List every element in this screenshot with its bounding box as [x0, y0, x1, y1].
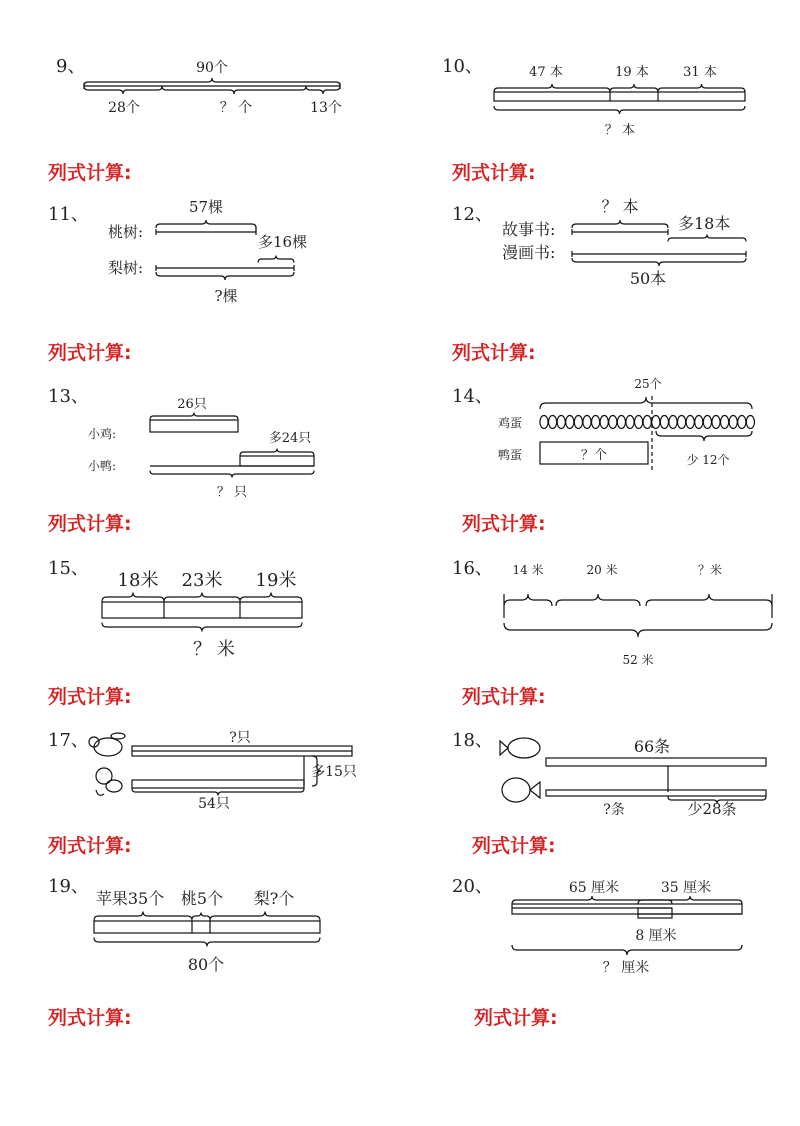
part-label: 18米 [117, 570, 159, 591]
egg-mark [617, 416, 625, 429]
egg-mark [721, 416, 729, 429]
difference-brace [240, 449, 314, 456]
bar-rect [240, 456, 314, 466]
part-label: 35 厘米 [660, 880, 712, 896]
part-label: 苹果35个 [95, 889, 165, 908]
total-brace [156, 272, 294, 280]
rabbit-icon [111, 733, 125, 739]
part-brace [504, 594, 552, 606]
total-label: ？ 米 [193, 639, 235, 660]
bar-rect [132, 780, 304, 788]
row1-brace [156, 220, 256, 228]
row2-label: 梨树: [108, 259, 144, 277]
part-label: 梨?个 [253, 889, 295, 908]
egg-mark [729, 416, 737, 429]
bar-rect [494, 92, 745, 101]
part-label: 31 本 [683, 65, 717, 80]
difference-label: 少28条 [687, 800, 737, 818]
problem-number: 19、 [48, 876, 89, 897]
row1-value: 57棵 [188, 198, 224, 216]
total-brace [540, 397, 752, 409]
bar-rect [94, 921, 320, 933]
total-brace [84, 78, 340, 86]
row1-value: 66条 [633, 737, 671, 756]
problem-10 [442, 56, 745, 184]
answer-label: 列式计算: [452, 162, 536, 184]
total-brace [572, 258, 746, 266]
part-brace [210, 912, 320, 921]
part-label: 13个 [310, 100, 342, 116]
part-brace [658, 84, 745, 92]
row2-value: 54只 [198, 796, 230, 812]
monkey-icon [106, 780, 122, 792]
part-label: 19米 [255, 570, 297, 591]
problem-20 [452, 876, 742, 1029]
total-label: ？ 厘米 [602, 960, 650, 976]
answer-label: 列式计算: [452, 342, 536, 364]
row1-label: 故事书: [502, 220, 556, 239]
egg-mark [549, 416, 557, 429]
problem-15 [48, 558, 302, 708]
answer-label: 列式计算: [48, 342, 132, 364]
total-label: ？ 本 [604, 123, 636, 138]
angelfish-icon [502, 778, 530, 802]
bar-rect [102, 602, 302, 618]
problem-19 [48, 876, 320, 1029]
total-label: 80个 [187, 955, 225, 974]
difference-label: 多15只 [311, 764, 357, 780]
bar-rect [512, 904, 742, 914]
part-label: 桃5个 [180, 889, 224, 908]
answer-label: 列式计算: [48, 162, 132, 184]
part-label: 47 本 [529, 65, 563, 80]
difference-label: 多16棵 [258, 233, 308, 251]
part-label: ？ 个 [219, 100, 253, 116]
egg-mark [583, 416, 591, 429]
problem-13 [48, 386, 314, 535]
part-brace [192, 913, 210, 920]
part-brace [306, 86, 340, 94]
bar-rect [150, 420, 238, 432]
answer-label: 列式计算: [48, 835, 132, 857]
total-label: 25个 [634, 377, 662, 391]
problem-18 [452, 730, 766, 857]
bar-rect [546, 790, 766, 796]
part-label: ？米 [697, 563, 723, 577]
part-brace [638, 896, 742, 904]
egg-mark [635, 416, 643, 429]
egg-mark [592, 416, 600, 429]
row1-value: ？ 本 [601, 197, 639, 216]
total-brace [512, 945, 742, 955]
problem-number: 16、 [452, 558, 493, 579]
part-label: 28个 [108, 100, 140, 116]
problem-number: 9、 [56, 56, 86, 77]
part-label: 14 米 [512, 563, 544, 577]
problem-11 [48, 198, 307, 364]
answer-label: 列式计算: [472, 835, 556, 857]
row1-brace [572, 220, 668, 228]
difference-label: 少 12个 [686, 453, 730, 467]
box-label: ？个 [580, 448, 608, 463]
egg-mark [712, 416, 720, 429]
row1-brace [150, 413, 238, 420]
egg-mark [738, 416, 746, 429]
egg-mark [652, 416, 660, 429]
problem-14 [452, 377, 755, 535]
overlap-rect [638, 908, 672, 918]
part-brace [84, 86, 162, 94]
fish-icon [500, 741, 508, 755]
row2-value: ?条 [603, 802, 625, 818]
part-label: 20 米 [586, 563, 618, 577]
egg-mark [609, 416, 617, 429]
part-label: 65 厘米 [568, 880, 620, 896]
angelfish-icon [530, 782, 540, 798]
egg-mark [686, 416, 694, 429]
part-brace [610, 84, 658, 92]
problem-number: 20、 [452, 876, 493, 897]
answer-label: 列式计算: [48, 1007, 132, 1029]
total-brace [132, 789, 304, 796]
problem-number: 10、 [442, 56, 483, 77]
row1-label: 鸡蛋 [498, 416, 523, 430]
egg-mark [660, 416, 668, 429]
difference-brace [668, 235, 746, 242]
egg-mark [669, 416, 677, 429]
monkey-icon [96, 790, 104, 795]
part-brace [162, 86, 306, 94]
egg-mark [695, 416, 703, 429]
egg-mark [600, 416, 608, 429]
bar-rect [546, 758, 766, 766]
answer-label: 列式计算: [48, 513, 132, 535]
egg-mark [703, 416, 711, 429]
problem-12 [452, 197, 746, 364]
difference-label: 多24只 [268, 431, 312, 446]
total-brace [504, 623, 772, 637]
problem-17 [48, 730, 357, 857]
row2-label: 鸭蛋 [498, 448, 523, 462]
rabbit-icon [94, 738, 122, 756]
egg-mark [678, 416, 686, 429]
egg-mark [746, 416, 754, 429]
problem-9 [48, 56, 342, 184]
overlap-label: 8 厘米 [635, 928, 677, 944]
problem-16 [452, 558, 772, 708]
problem-number: 11、 [48, 204, 89, 225]
row1-label: 桃树: [108, 223, 144, 241]
difference-brace [258, 256, 294, 263]
row1-label: 小鸡: [88, 427, 117, 441]
total-label: 90个 [196, 60, 228, 76]
egg-mark [626, 416, 634, 429]
difference-brace [656, 431, 752, 441]
part-brace [240, 593, 302, 602]
part-brace [102, 593, 164, 602]
row1-value: ?只 [229, 730, 251, 746]
egg-mark [557, 416, 565, 429]
answer-label: 列式计算: [462, 513, 546, 535]
problem-number: 18、 [452, 730, 493, 751]
part-brace [494, 84, 610, 92]
part-brace [646, 594, 772, 606]
part-label: 23米 [181, 570, 223, 591]
total-label: 50本 [629, 269, 667, 288]
total-brace [94, 938, 320, 947]
answer-label: 列式计算: [474, 1007, 558, 1029]
egg-mark [643, 416, 651, 429]
problem-number: 12、 [452, 204, 493, 225]
problem-number: 15、 [48, 558, 89, 579]
part-brace [164, 593, 240, 602]
row2-label: 小鸭: [88, 459, 117, 473]
row2-label: 漫画书: [502, 243, 556, 262]
part-brace [94, 912, 192, 921]
total-brace [102, 623, 302, 632]
part-brace [556, 594, 640, 606]
answer-label: 列式计算: [48, 686, 132, 708]
total-brace [150, 471, 314, 478]
answer-label: 列式计算: [462, 686, 546, 708]
egg-mark [540, 416, 548, 429]
difference-label: 多18本 [678, 214, 731, 233]
egg-mark [566, 416, 574, 429]
problem-number: 13、 [48, 386, 89, 407]
total-label: ?棵 [214, 287, 238, 305]
fish-icon [508, 738, 540, 758]
problem-number: 14、 [452, 386, 493, 407]
total-label: 52 米 [622, 653, 654, 667]
part-label: 19 本 [615, 65, 649, 80]
row1-value: 26只 [177, 397, 207, 412]
egg-mark [574, 416, 582, 429]
total-label: ？ 只 [216, 485, 248, 500]
total-brace [494, 106, 745, 114]
problem-number: 17、 [48, 730, 89, 751]
